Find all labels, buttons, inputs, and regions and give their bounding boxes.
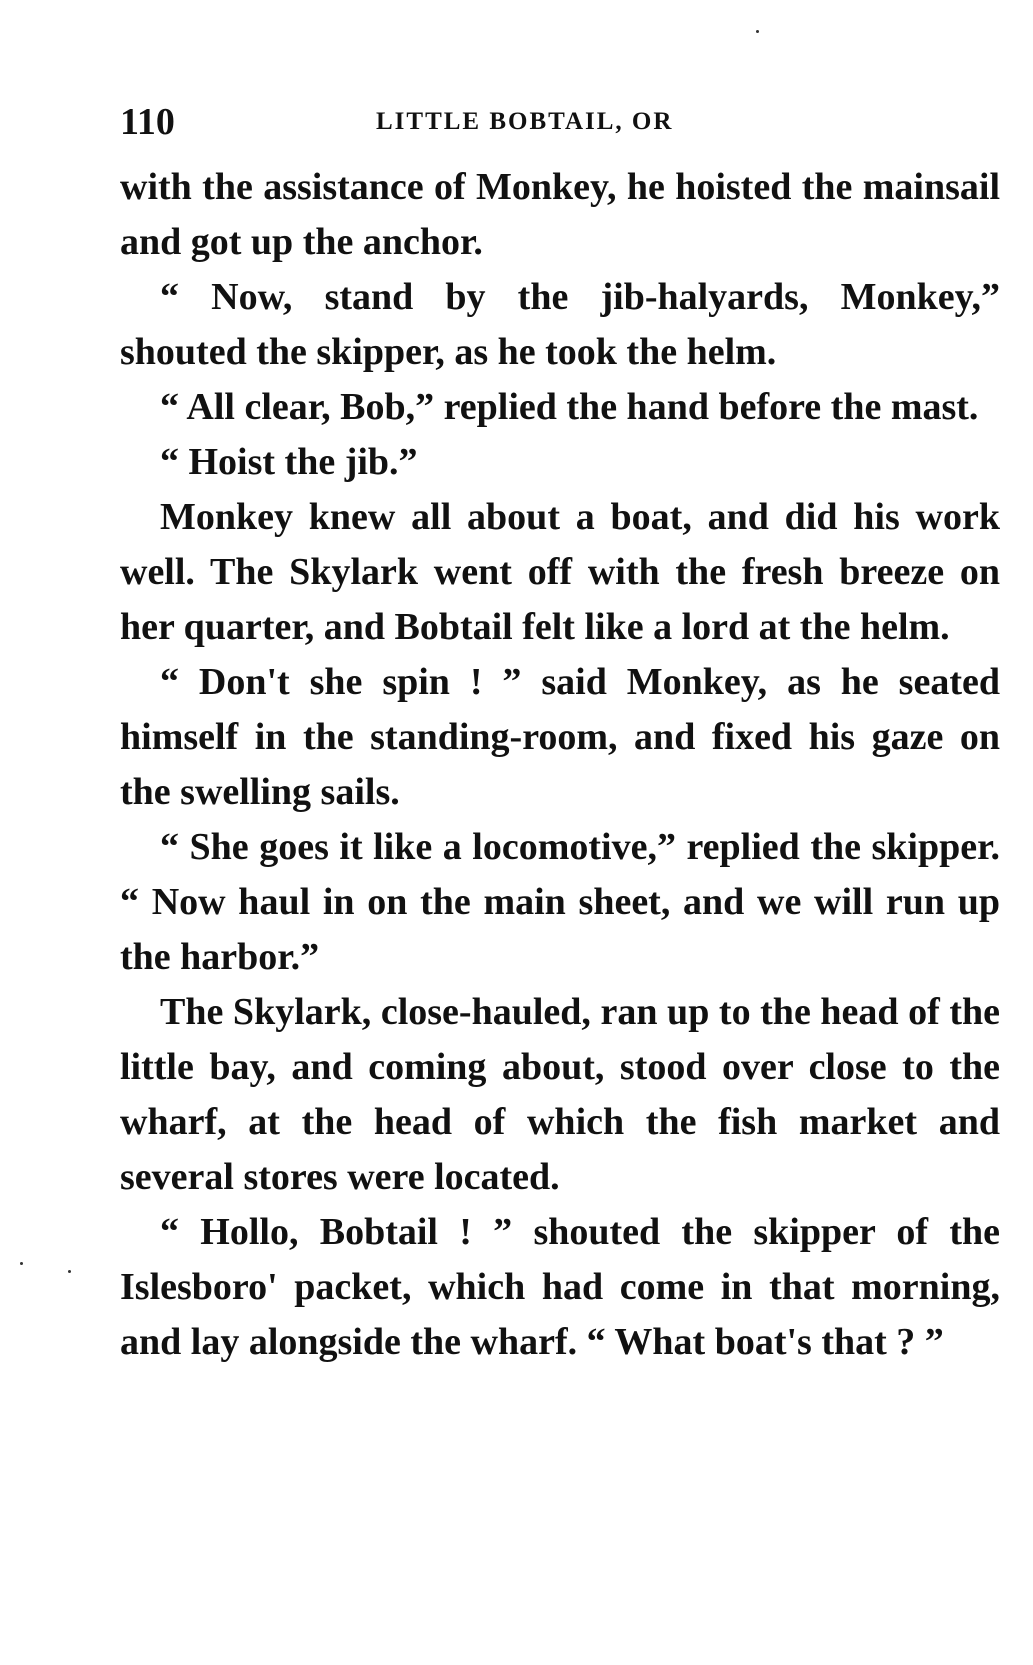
page-number: 110	[120, 101, 175, 143]
paragraph: Monkey knew all about a boat, and did his work well. The Skylark went off with the fresh breeze on her quarter, and Bobtail felt like a lord at the helm.	[120, 496, 1000, 648]
paragraph: “ She goes it like a locomotive,” replied the skipper. “ Now haul in on the main sheet, and we will run up the harbor.”	[120, 826, 1000, 978]
paragraph: “ Don't she spin ! ” said Monkey, as he seated himself in the standing-room, and fixed his gaze on the swelling sails.	[120, 661, 1000, 813]
book-page	[120, 90, 1000, 1370]
paragraph: The Skylark, close-hauled, ran up to the head of the little bay, and coming about, stood over close to the wharf, at the head of which the fish market and several stores were located.	[120, 991, 1000, 1198]
scan-speck	[756, 30, 759, 33]
paragraph: with the assistance of Monkey, he hoisted the mainsail and got up the anchor.	[120, 166, 1000, 263]
paragraph: “ All clear, Bob,” replied the hand before the mast.	[160, 386, 979, 428]
body-text	[120, 160, 1000, 1370]
running-head	[120, 90, 1000, 150]
paragraph: “ Hollo, Bobtail ! ” shouted the skipper of the Islesboro' packet, which had come in that morning, and lay alongside the wharf. “ What boat's that ? ”	[120, 1211, 1000, 1363]
paragraph: “ Now, stand by the jib-halyards, Monkey,” shouted the skipper, as he took the helm.	[120, 276, 1000, 373]
scan-speck	[68, 1270, 71, 1273]
scan-speck	[20, 1262, 23, 1265]
running-title: LITTLE BOBTAIL, OR	[376, 108, 674, 135]
paragraph: “ Hoist the jib.”	[160, 441, 418, 483]
